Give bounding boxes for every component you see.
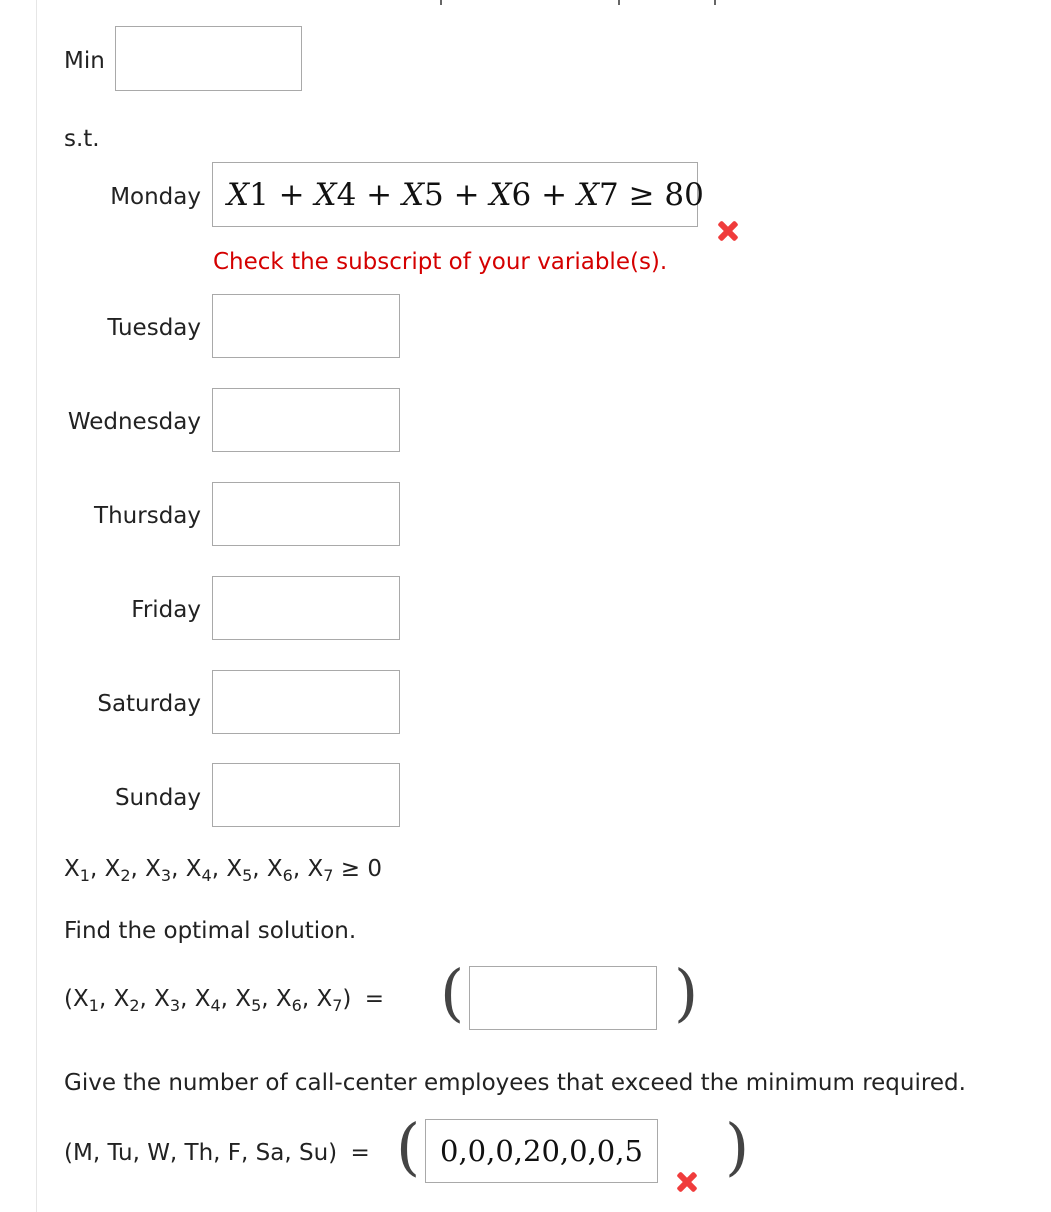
lhs-open-paren: ( <box>64 986 73 1012</box>
variable-x6: $X_6$ <box>266 856 293 885</box>
thursday-constraint-input[interactable] <box>212 482 400 546</box>
optimal-lhs <box>64 986 384 1015</box>
optimal-vars: $X_1$, $X_2$, $X_3$, $X_4$, $X_5$, $X_6$, $X_7$ <box>72 986 343 1015</box>
variable-x1: $X_1$ <box>64 856 90 885</box>
lhs-close-paren: ) <box>342 986 352 1012</box>
objective-input[interactable] <box>115 26 302 91</box>
nonneg-vars: $X_1$, $X_2$, $X_3$, $X_4$, $X_5$, $X_6$, $X_7$ <box>64 856 334 885</box>
variable-x5: $X_5$ <box>235 986 262 1015</box>
thursday-label: Thursday <box>94 503 201 529</box>
st-label: s.t. <box>64 126 100 152</box>
variable-x6: $X_6$ <box>275 986 302 1015</box>
equals-sign: = <box>364 986 384 1012</box>
monday-error-message: Check the subscript of your variable(s). <box>213 249 668 275</box>
nonnegativity-constraint <box>64 856 382 885</box>
vector-close-paren: ) <box>674 956 699 1029</box>
wednesday-label: Wednesday <box>67 409 201 435</box>
variable-x4: $X_4$ <box>194 986 221 1015</box>
incorrect-x-icon <box>717 220 739 242</box>
excess-input[interactable] <box>425 1119 658 1183</box>
friday-constraint-input[interactable] <box>212 576 400 640</box>
incorrect-x-icon <box>676 1171 698 1193</box>
monday-constraint-input[interactable]: X1 + X4 + X5 + X6 + X7 ≥ 80 <box>212 162 698 227</box>
variable-x1: $X_1$ <box>72 986 99 1015</box>
vector-open-paren: ( <box>396 1110 421 1183</box>
variable-x3: $X_3$ <box>154 986 181 1015</box>
wednesday-constraint-input[interactable] <box>212 388 400 452</box>
days-tuple: (M, Tu, W, Th, F, Sa, Su) <box>64 1140 338 1166</box>
vector-close-paren: ) <box>725 1110 750 1183</box>
variable-x4: $X_4$ <box>185 856 212 885</box>
saturday-constraint-input[interactable] <box>212 670 400 734</box>
excess-prompt: Give the number of call-center employees that exceed the minimum required. <box>64 1070 966 1096</box>
optimal-solution-input[interactable] <box>469 966 657 1030</box>
variable-x2: $X_2$ <box>104 856 131 885</box>
variable-x7: $X_7$ <box>316 986 343 1015</box>
optimal-prompt: Find the optimal solution. <box>64 918 357 944</box>
monday-label: Monday <box>110 184 201 210</box>
variable-x3: $X_3$ <box>145 856 172 885</box>
excess-lhs <box>64 1140 370 1166</box>
nonneg-relation: ≥ 0 <box>340 856 382 882</box>
variable-x7: $X_7$ <box>307 856 334 885</box>
vector-open-paren: ( <box>440 956 465 1029</box>
friday-label: Friday <box>131 597 201 623</box>
sunday-label: Sunday <box>114 785 201 811</box>
variable-x5: $X_5$ <box>226 856 253 885</box>
excess-value: 0,0,0,20,0,0,5 <box>440 1134 643 1168</box>
tuesday-constraint-input[interactable] <box>212 294 400 358</box>
equals-sign: = <box>350 1140 370 1166</box>
min-label: Min <box>64 48 105 74</box>
left-border <box>36 0 37 1212</box>
saturday-label: Saturday <box>97 691 201 717</box>
sunday-constraint-input[interactable] <box>212 763 400 827</box>
tuesday-label: Tuesday <box>107 315 201 341</box>
variable-x2: $X_2$ <box>113 986 140 1015</box>
